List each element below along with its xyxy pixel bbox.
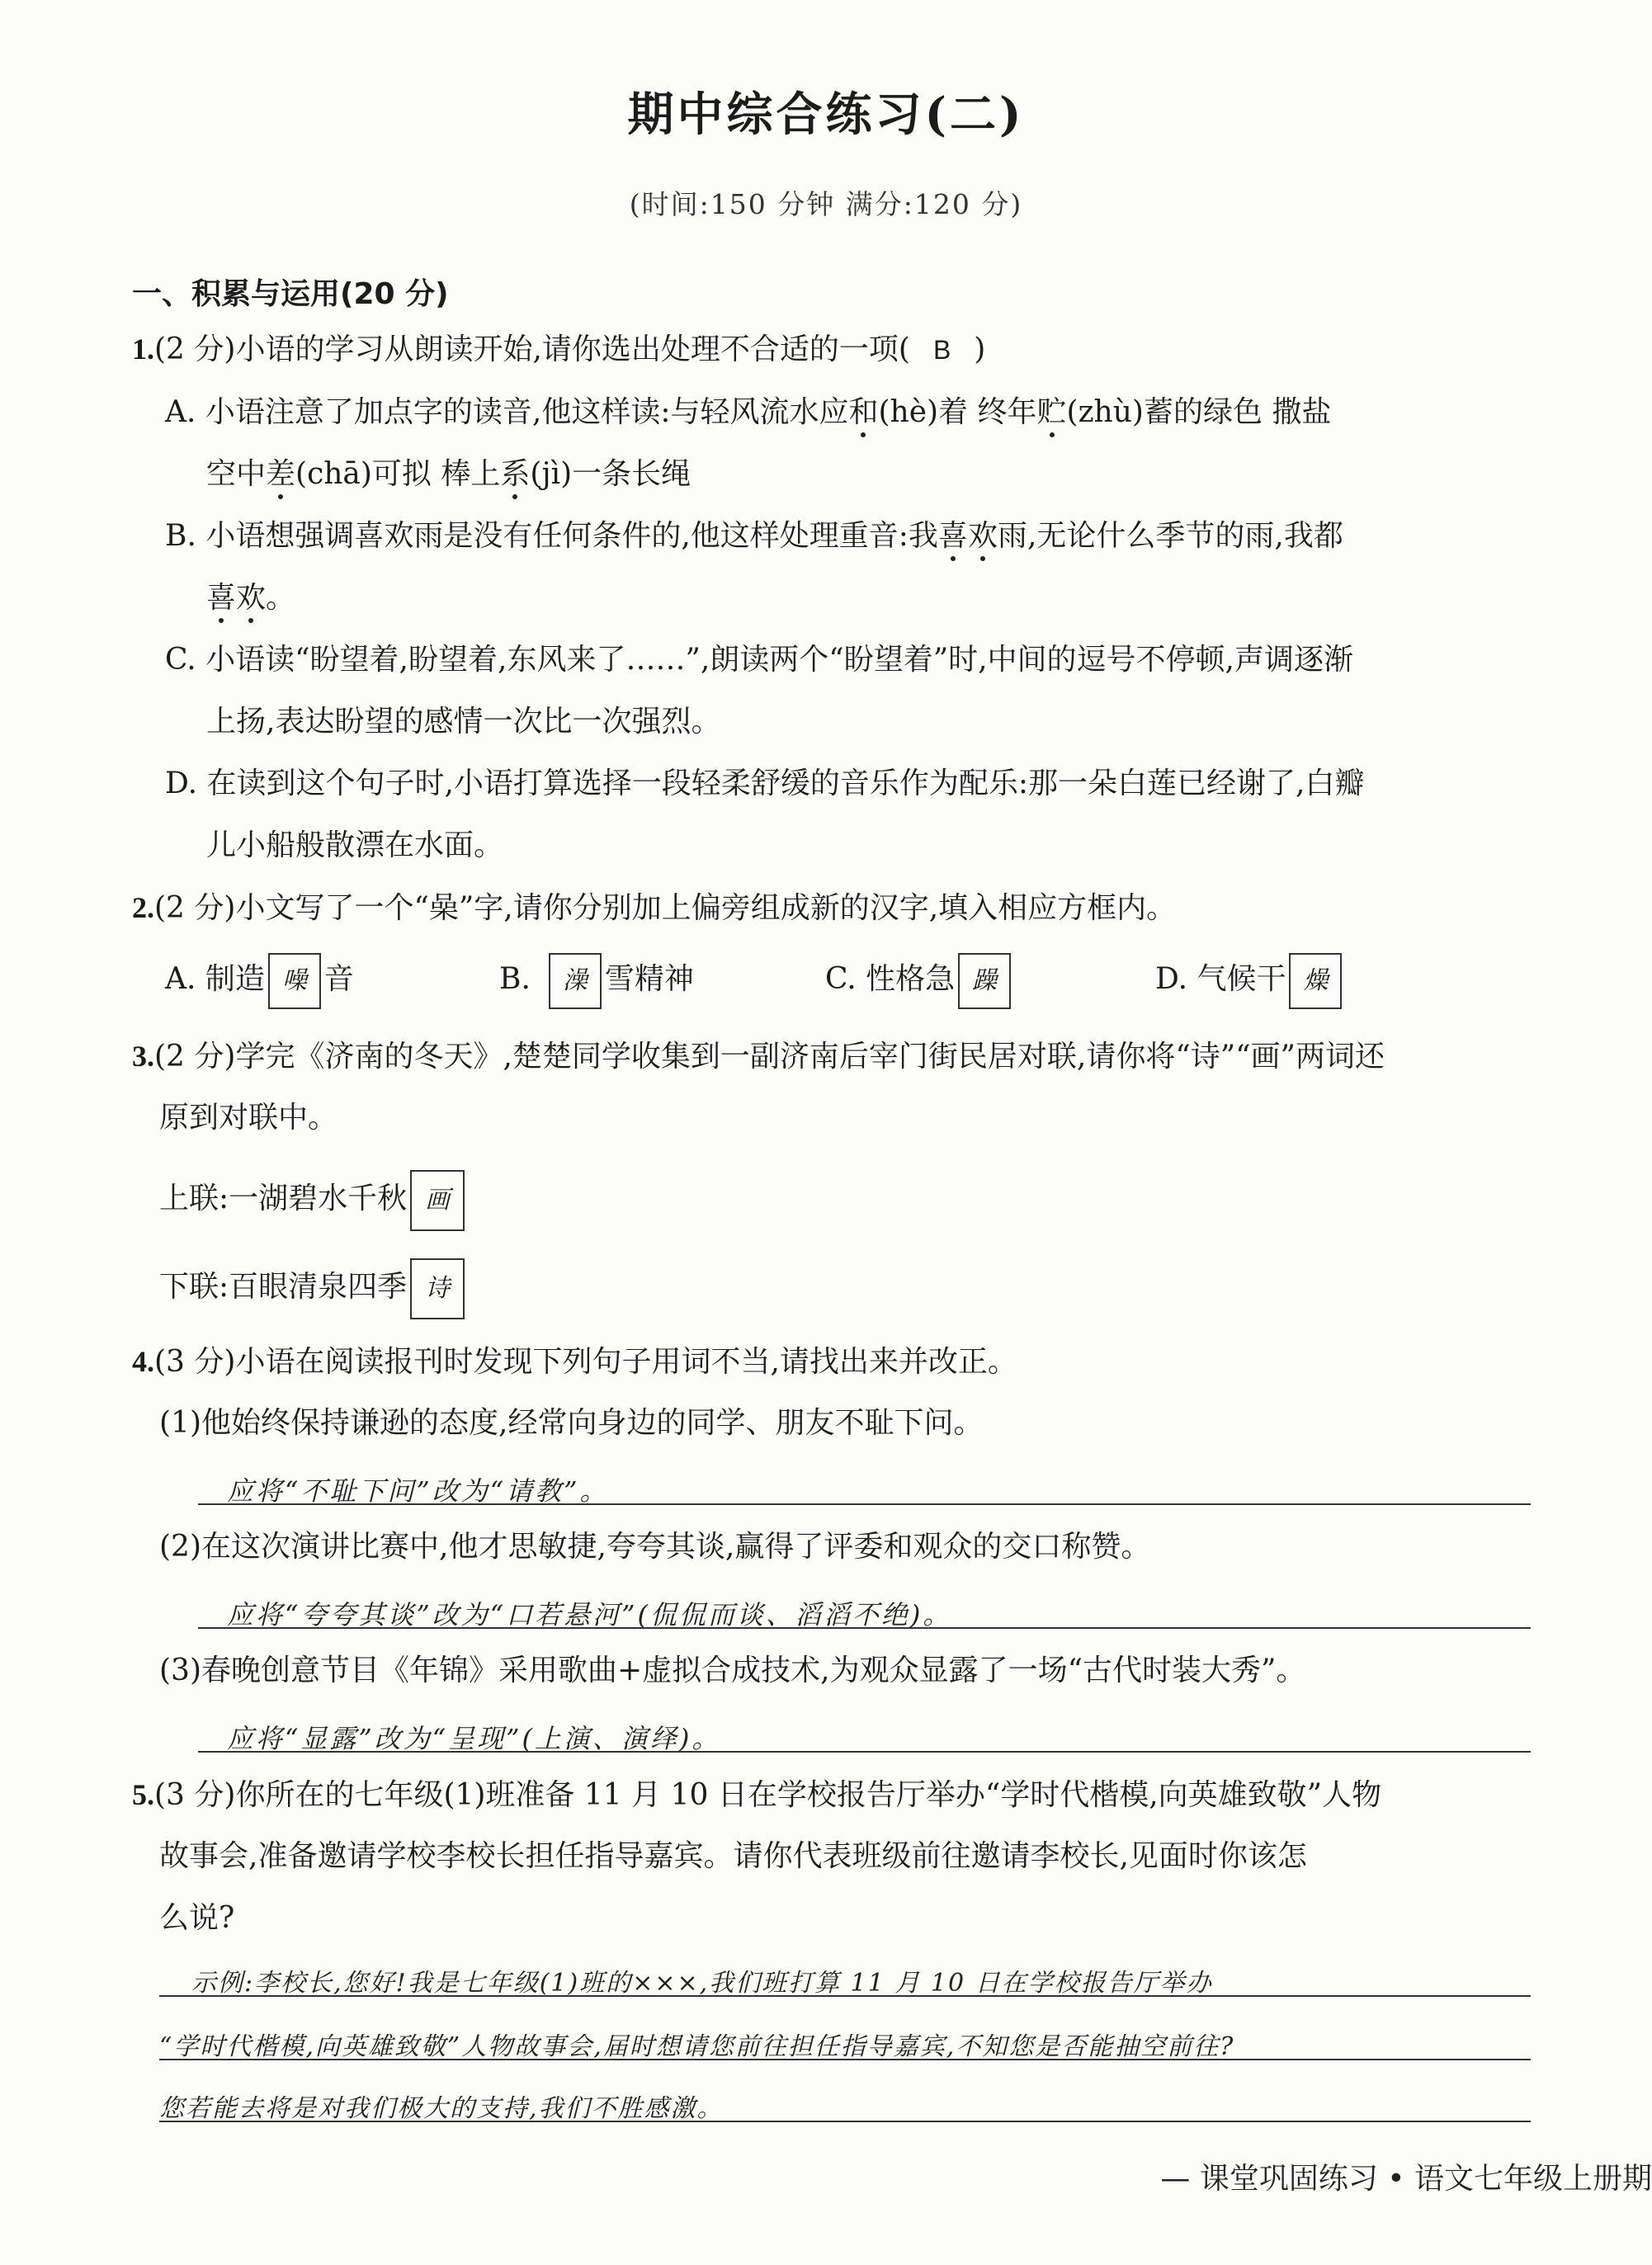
q5-stem-line2: 故事会,准备邀请学校李校长担任指导嘉宾。请你代表班级前往邀请李校长,见面时你该怎 — [159, 1839, 1307, 1873]
q1-stem-close: ) — [974, 333, 986, 366]
answer-line — [198, 1503, 1531, 1505]
q1-option-b-line1 — [165, 521, 1343, 551]
answer-line — [198, 1751, 1531, 1753]
dotted-char: 系 — [500, 457, 531, 491]
q5-stem-line3: 么说? — [159, 1901, 235, 1935]
q4-sentence-2: (2)在这次演讲比赛中,他才思敏捷,夸夸其谈,赢得了评委和观众的交口称赞。 — [159, 1530, 1151, 1564]
q4-answer-3: 应将“显露”改为“呈现”(上演、演绎)。 — [227, 1723, 721, 1754]
q2-stem — [132, 893, 1176, 923]
q3-lower-couplet — [159, 1258, 468, 1319]
q2-option-d — [1155, 953, 1345, 1009]
q2-option-label: 雪精神 — [604, 962, 694, 996]
q2-option-label: B. — [499, 962, 531, 996]
q3-stem-line1 — [132, 1041, 1385, 1072]
q5-answer-line1: 示例:李校长,您好!我是七年级(1)班的×××,我们班打算 11 月 10 日在学校报告厅举办 — [191, 1969, 1213, 1998]
dotted-char: 贮 — [1036, 395, 1067, 429]
q5-answer-line3: 您若能去将是对我们极大的支持,我们不胜感激。 — [159, 2094, 724, 2123]
q2-option-a — [165, 953, 354, 1009]
q1-option-a-text: (jì)一条长绳 — [530, 457, 691, 491]
q1-option-c-line2: 上扬,表达盼望的感情一次比一次强烈。 — [206, 705, 721, 738]
q1-option-a-line2 — [206, 457, 691, 491]
exam-meta: (时间:150 分钟 满分:120 分) — [629, 188, 1023, 220]
answer-line — [198, 1627, 1531, 1629]
q3-number: 3. — [132, 1040, 154, 1073]
q1-stem-text: (2 分)小语的学习从朗读开始,请你选出处理不合适的一项( — [154, 333, 910, 366]
q2-stem-text: (2 分)小文写了一个“喿”字,请你分别加上偏旁组成新的汉字,填入相应方框内。 — [154, 891, 1177, 925]
q4-stem-text: (3 分)小语在阅读报刊时发现下列句子用词不当,请找出来并改正。 — [154, 1345, 1017, 1379]
dotted-char: 喜 — [206, 581, 237, 615]
q2-option-label: A. 制造 — [165, 962, 265, 996]
q2-number: 2. — [132, 891, 154, 924]
q1-option-a-text: (zhù)蓄的绿色 撒盐 — [1066, 395, 1332, 429]
q1-option-a-text: (chā)可拟 棒上 — [295, 457, 501, 491]
q1-stem — [132, 334, 985, 365]
q1-number: 1. — [132, 333, 154, 366]
q5-stem-line1 — [132, 1780, 1381, 1810]
q3-couplet-label: 下联:百眼清泉四季 — [159, 1270, 408, 1304]
q2-option-label: 音 — [323, 962, 354, 996]
q2-option-c — [825, 953, 1014, 1009]
q1-option-b-text: 雨,无论什么季节的雨,我都 — [997, 519, 1343, 553]
q1-option-a-text: (hè)着 终年 — [878, 395, 1037, 429]
q1-option-b-text: B. 小语想强调喜欢雨是没有任何条件的,他这样处理重音:我 — [165, 519, 938, 553]
q1-option-c-line1: C. 小语读“盼望着,盼望着,东风来了……”,朗读两个“盼望着”时,中间的逗号不停顿,声调逐渐 — [165, 643, 1353, 677]
answer-line — [159, 2059, 1531, 2060]
dotted-char: 差 — [266, 457, 296, 491]
answer-box: 燥 — [1289, 953, 1342, 1009]
q1-answer: B — [932, 335, 951, 365]
q1-option-d-line2: 儿小船般散漂在水面。 — [206, 828, 504, 862]
q4-answer-2: 应将“夸夸其谈”改为“口若悬河”(侃侃而谈、滔滔不绝)。 — [227, 1599, 952, 1630]
page-footer: — 课堂巩固练习 • 语文七年级上册期 — [1160, 2162, 1652, 2196]
q4-answer-1: 应将“不耻下问”改为“请教”。 — [227, 1475, 609, 1507]
q4-sentence-3: (3)春晚创意节目《年锦》采用歌曲+虚拟合成技术,为观众显露了一场“古代时装大秀”。 — [159, 1654, 1306, 1687]
q2-option-label: D. 气候干 — [1155, 962, 1286, 996]
answer-box: 澡 — [549, 953, 602, 1009]
dotted-char: 欢 — [236, 581, 267, 615]
q5-stem-text: (3 分)你所在的七年级(1)班准备 11 月 10 日在学校报告厅举办“学时代楷模,向英雄致敬”人物 — [154, 1778, 1382, 1812]
q3-couplet-label: 上联:一湖碧水千秋 — [159, 1182, 408, 1215]
q1-option-a-text: A. 小语注意了加点字的读音,他这样读:与轻风流水应 — [165, 395, 849, 429]
q3-upper-couplet — [159, 1170, 468, 1231]
q2-option-b — [499, 953, 694, 1009]
q5-answer-line2: “学时代楷模,向英雄致敬”人物故事会,届时想请您前往担任指导嘉宾,不知您是否能抽空前往? — [159, 2032, 1235, 2061]
q2-option-label: C. 性格急 — [825, 962, 956, 996]
answer-box: 诗 — [410, 1258, 465, 1319]
section-heading: 一、积累与运用(20 分) — [132, 277, 449, 311]
q4-number: 4. — [132, 1345, 154, 1378]
q4-stem — [132, 1347, 1017, 1377]
q1-option-a-line1 — [165, 395, 1332, 429]
dotted-char: 和 — [848, 395, 879, 429]
q3-stem-line2: 原到对联中。 — [159, 1101, 338, 1135]
q1-option-b-text: 。 — [266, 581, 296, 615]
page-title: 期中综合练习(二) — [627, 87, 1025, 142]
q4-sentence-1: (1)他始终保持谦逊的态度,经常向身边的同学、朋友不耻下问。 — [159, 1406, 984, 1440]
answer-box: 画 — [410, 1170, 465, 1231]
answer-box: 噪 — [268, 953, 321, 1009]
answer-line — [159, 1995, 1531, 1997]
q3-stem-text: (2 分)学完《济南的冬天》,楚楚同学收集到一副济南后宰门街民居对联,请你将“诗”“画”两词还 — [154, 1040, 1385, 1074]
dotted-char: 欢 — [967, 519, 998, 553]
q1-option-d-line1: D. 在读到这个句子时,小语打算选择一段轻柔舒缓的音乐作为配乐:那一朵白莲已经谢了,白瓣 — [165, 767, 1365, 800]
q1-option-a-text: 空中 — [206, 457, 267, 491]
q1-option-b-line2 — [206, 583, 295, 613]
dotted-char: 喜 — [937, 519, 968, 553]
answer-box: 躁 — [958, 953, 1011, 1009]
q5-number: 5. — [132, 1778, 154, 1811]
answer-line — [159, 2121, 1531, 2122]
